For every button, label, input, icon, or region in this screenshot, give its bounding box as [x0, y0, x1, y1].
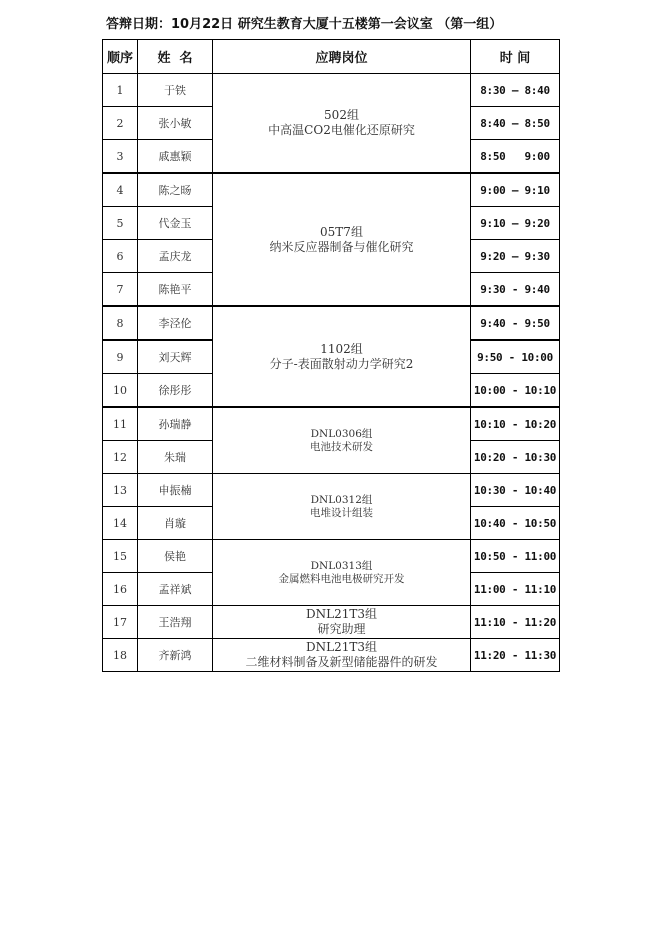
row-name: 孟庆龙 [138, 240, 213, 273]
position-title: 研究助理 [317, 622, 366, 636]
column-header-position: 应聘岗位 [213, 40, 471, 74]
row-time: 8:30 — 8:40 [471, 74, 560, 107]
position-cell [213, 540, 471, 606]
row-seq: 6 [103, 240, 138, 273]
position-title: 电池技术研发 [310, 440, 373, 453]
row-seq: 11 [103, 407, 138, 441]
row-time: 10:20 - 10:30 [471, 441, 560, 474]
row-name: 孙瑞静 [138, 407, 213, 441]
position-group: DNL0312组 [310, 493, 373, 506]
row-seq: 13 [103, 474, 138, 507]
row-time: 9:30 - 9:40 [471, 273, 560, 307]
row-time: 9:10 — 9:20 [471, 207, 560, 240]
row-time: 11:00 - 11:10 [471, 573, 560, 606]
row-name: 肖璇 [138, 507, 213, 540]
table-row [103, 540, 560, 573]
position-cell [213, 407, 471, 474]
row-name: 孟祥斌 [138, 573, 213, 606]
row-seq: 5 [103, 207, 138, 240]
row-name: 戚惠颖 [138, 140, 213, 174]
row-time: 11:20 - 11:30 [471, 639, 560, 672]
row-name: 侯艳 [138, 540, 213, 573]
row-time: 11:10 - 11:20 [471, 606, 560, 639]
row-seq: 4 [103, 173, 138, 207]
position-title: 电堆设计组装 [310, 506, 373, 519]
row-time: 10:40 - 10:50 [471, 507, 560, 540]
position-cell [213, 74, 471, 174]
position-cell [213, 639, 471, 672]
position-cell [213, 606, 471, 639]
row-name: 于铁 [138, 74, 213, 107]
row-seq: 14 [103, 507, 138, 540]
position-group: 05T7组 [320, 224, 363, 239]
position-title: 中高温CO2电催化还原研究 [268, 123, 415, 137]
row-name: 齐新鸿 [138, 639, 213, 672]
position-title: 分子-表面散射动力学研究2 [269, 356, 414, 371]
table-header-row [103, 40, 560, 74]
position-cell [213, 306, 471, 407]
row-name: 张小敏 [138, 107, 213, 140]
row-name: 刘天辉 [138, 340, 213, 374]
row-name: 李泾伦 [138, 306, 213, 340]
row-name: 代金玉 [138, 207, 213, 240]
row-name: 徐彤彤 [138, 374, 213, 408]
row-seq: 12 [103, 441, 138, 474]
row-seq: 8 [103, 306, 138, 340]
row-time: 9:50 - 10:00 [471, 340, 560, 374]
row-time: 10:30 - 10:40 [471, 474, 560, 507]
row-seq: 17 [103, 606, 138, 639]
row-time: 9:40 - 9:50 [471, 306, 560, 340]
table-row [103, 173, 560, 207]
table-row [103, 639, 560, 672]
position-group: DNL21T3组 [306, 640, 377, 654]
column-header-time: 时 间 [471, 40, 560, 74]
row-seq: 9 [103, 340, 138, 374]
position-title: 金属燃料电池电极研究开发 [278, 572, 405, 585]
row-time: 9:20 — 9:30 [471, 240, 560, 273]
row-seq: 10 [103, 374, 138, 408]
row-seq: 1 [103, 74, 138, 107]
row-time: 8:40 — 8:50 [471, 107, 560, 140]
row-seq: 2 [103, 107, 138, 140]
row-name: 朱瑞 [138, 441, 213, 474]
row-time: 10:00 - 10:10 [471, 374, 560, 408]
table-row [103, 74, 560, 107]
position-group: DNL0313组 [310, 559, 373, 572]
schedule-table [102, 39, 560, 672]
row-time: 8:50 9:00 [471, 140, 560, 174]
table-row [103, 606, 560, 639]
row-name: 王浩翔 [138, 606, 213, 639]
position-cell [213, 173, 471, 306]
row-name: 陈艳平 [138, 273, 213, 307]
table-row [103, 407, 560, 441]
row-seq: 16 [103, 573, 138, 606]
column-header-seq: 顺序 [103, 40, 138, 74]
position-group: DNL21T3组 [306, 607, 377, 621]
column-header-name: 姓 名 [138, 40, 213, 74]
page-title: 答辩日期：10月22日 研究生教育大厦十五楼第一会议室 （第一组） [106, 17, 503, 32]
row-name: 陈之旸 [138, 173, 213, 207]
row-time: 10:10 - 10:20 [471, 407, 560, 441]
position-title: 纳米反应器制备与催化研究 [269, 239, 414, 254]
table-row [103, 306, 560, 340]
row-seq: 15 [103, 540, 138, 573]
position-title: 二维材料制备及新型储能器件的研发 [245, 655, 438, 669]
position-group: 1102组 [320, 341, 363, 356]
row-seq: 7 [103, 273, 138, 307]
row-seq: 3 [103, 140, 138, 174]
row-seq: 18 [103, 639, 138, 672]
table-row [103, 474, 560, 507]
position-cell [213, 474, 471, 540]
position-group: 502组 [324, 108, 359, 122]
position-group: DNL0306组 [310, 427, 373, 440]
row-time: 9:00 — 9:10 [471, 173, 560, 207]
row-time: 10:50 - 11:00 [471, 540, 560, 573]
row-name: 申振楠 [138, 474, 213, 507]
